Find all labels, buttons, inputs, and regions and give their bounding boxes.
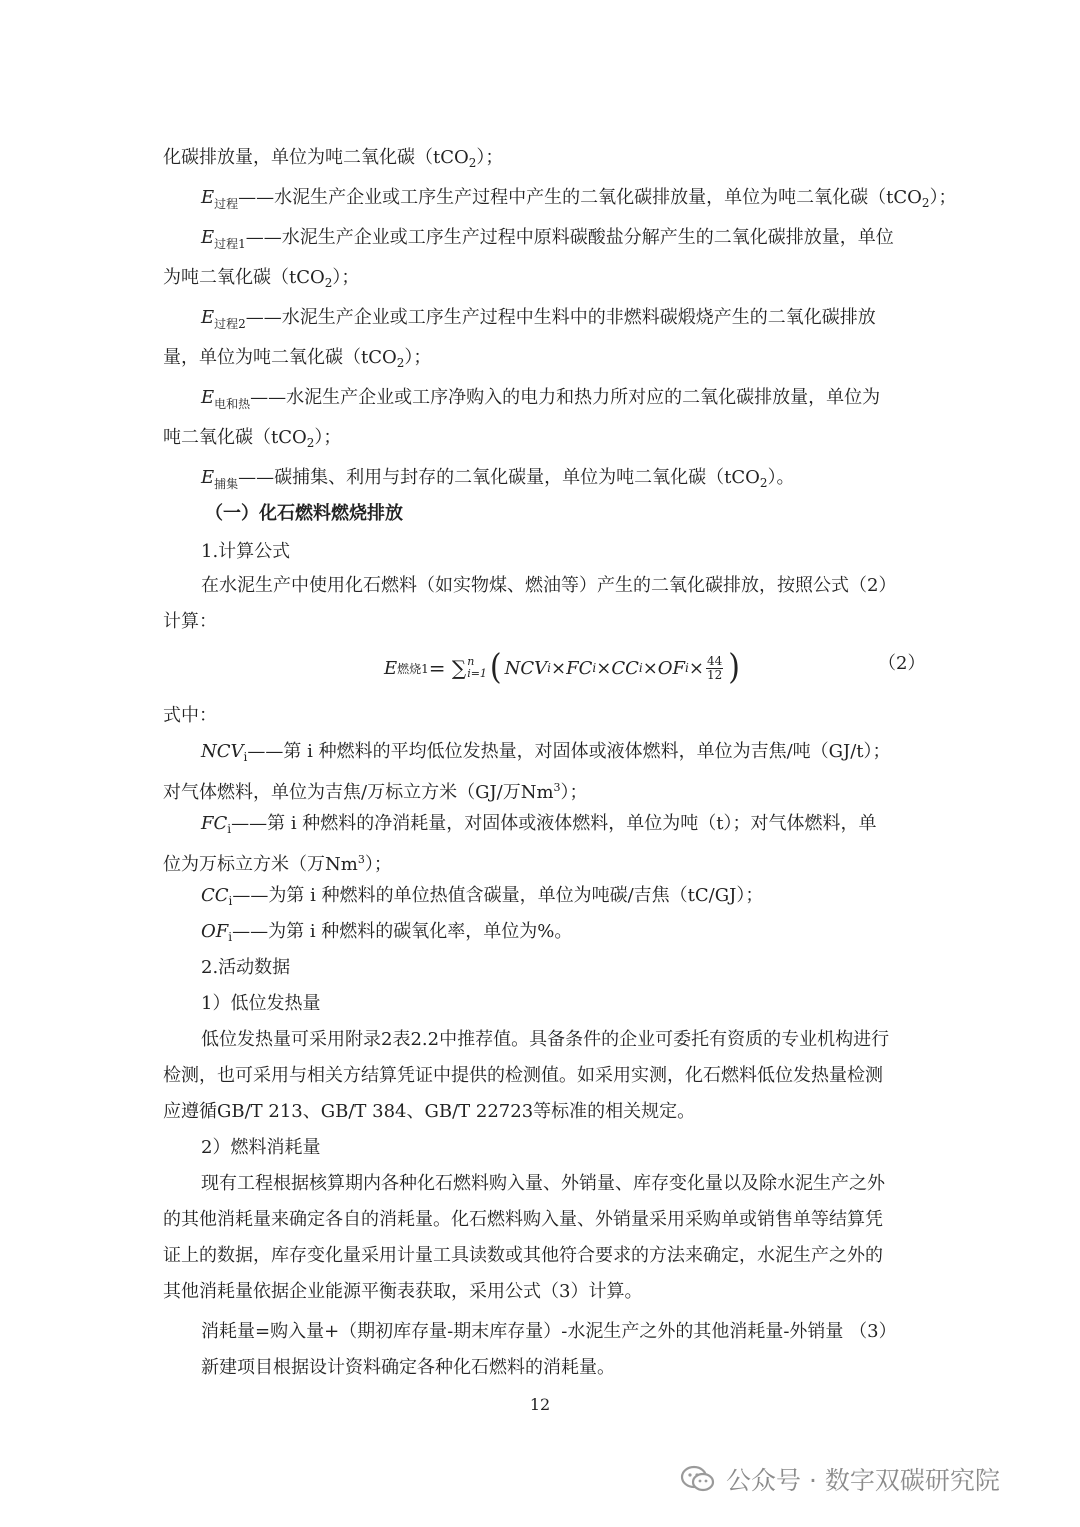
definition-of: $OF_i——$为第 i 种燃料的碳氧化率，单位为%。 (201, 921, 573, 944)
definition-e-process1: $E_{过程1}——$水泥生产企业或工序生产过程中原料碳酸盐分解产生的二氧化碳排放量，单位 (201, 227, 894, 251)
text-line: 检测，也可采用与相关方结算凭证中提供的检测值。如采用实测，化石燃料低位发热量检测 (163, 1065, 883, 1086)
text-line: 为吨二氧化碳（tCO$_2$）； (163, 267, 360, 290)
text-line: 应遵循GB/T 213、GB/T 384、GB/T 22723等标准的相关规定。 (163, 1101, 696, 1122)
page-number: 12 (529, 1395, 551, 1414)
watermark-text: 公众号 · 数字双碳研究院 (726, 1466, 1000, 1495)
item-title: 2）燃料消耗量 (201, 1137, 321, 1158)
text-line: 新建项目根据设计资料确定各种化石燃料的消耗量。 (201, 1357, 615, 1378)
wechat-watermark (680, 1461, 1000, 1497)
text-line: 位为万标立方米（万Nm$^3$）； (163, 853, 392, 875)
text-line: 吨二氧化碳（tCO$_2$）； (163, 427, 342, 450)
formula-3: 消耗量=购入量+（期初库存量-期末库存量）-水泥生产之外的其他消耗量-外销量 （3） (201, 1321, 897, 1342)
text-line: 现有工程根据核算期内各种化石燃料购入量、外销量、库存变化量以及除水泥生产之外 (201, 1173, 885, 1194)
section-heading: （一）化石燃料燃烧排放 (205, 503, 403, 524)
text-line: 低位发热量可采用附录2表2.2中推荐值。具备条件的企业可委托有资质的专业机构进行 (201, 1029, 890, 1050)
text-line: 其他消耗量依据企业能源平衡表获取，采用公式（3）计算。 (163, 1281, 643, 1302)
definition-fc: $FC_i——$第 i 种燃料的净消耗量，对固体或液体燃料，单位为吨（t）；对气体燃料，单 (201, 813, 877, 836)
text-line: 式中： (163, 705, 217, 726)
text-line: 量，单位为吨二氧化碳（tCO$_2$）； (163, 347, 432, 370)
text-line: 的其他消耗量来确定各自的消耗量。化石燃料购入量、外销量采用采购单或销售单等结算凭 (163, 1209, 883, 1230)
wechat-icon (680, 1465, 716, 1493)
definition-e-process2: $E_{过程2}——$水泥生产企业或工序生产过程中生料中的非燃料碳煅烧产生的二氧化碳排放 (201, 307, 876, 331)
subsection-title: 1.计算公式 (201, 541, 291, 562)
definition-e-electricity-heat: $E_{电和热}——$水泥生产企业或工序净购入的电力和热力所对应的二氧化碳排放量，单位为 (201, 387, 881, 411)
definition-cc: $CC_i——$为第 i 种燃料的单位热值含碳量，单位为吨碳/吉焦（tC/GJ）； (201, 885, 764, 908)
text-line: 化碳排放量，单位为吨二氧化碳（tCO$_2$）； (163, 147, 504, 170)
formula-2: E 燃烧1 = ∑ n i=1 ( NCV i × FC i × CC i × OF i × $\frac{44}{12}$ ) (384, 647, 740, 688)
equation-number: （2） (878, 653, 926, 674)
definition-e-process: $E_{过程}——$水泥生产企业或工序生产过程中产生的二氧化碳排放量，单位为吨二氧化碳（tCO$_2$）； (201, 187, 957, 211)
subsection-title: 2.活动数据 (201, 957, 291, 978)
item-title: 1）低位发热量 (201, 993, 321, 1014)
definition-ncv: $NCV_i——$第 i 种燃料的平均低位发热量，对固体或液体燃料，单位为吉焦/吨（GJ/t）； (201, 741, 891, 764)
definition-e-capture: $E_{捕集}——$碳捕集、利用与封存的二氧化碳量，单位为吨二氧化碳（tCO$_2$）。 (201, 467, 795, 491)
text-line: 证上的数据，库存变化量采用计量工具读数或其他符合要求的方法来确定，水泥生产之外的 (163, 1245, 883, 1266)
text-line: 对气体燃料，单位为吉焦/万标立方米（GJ/万Nm$^3$）； (163, 781, 588, 803)
text-line: 计算： (163, 611, 217, 632)
text-line: 在水泥生产中使用化石燃料（如实物煤、燃油等）产生的二氧化碳排放，按照公式（2） (201, 575, 897, 596)
